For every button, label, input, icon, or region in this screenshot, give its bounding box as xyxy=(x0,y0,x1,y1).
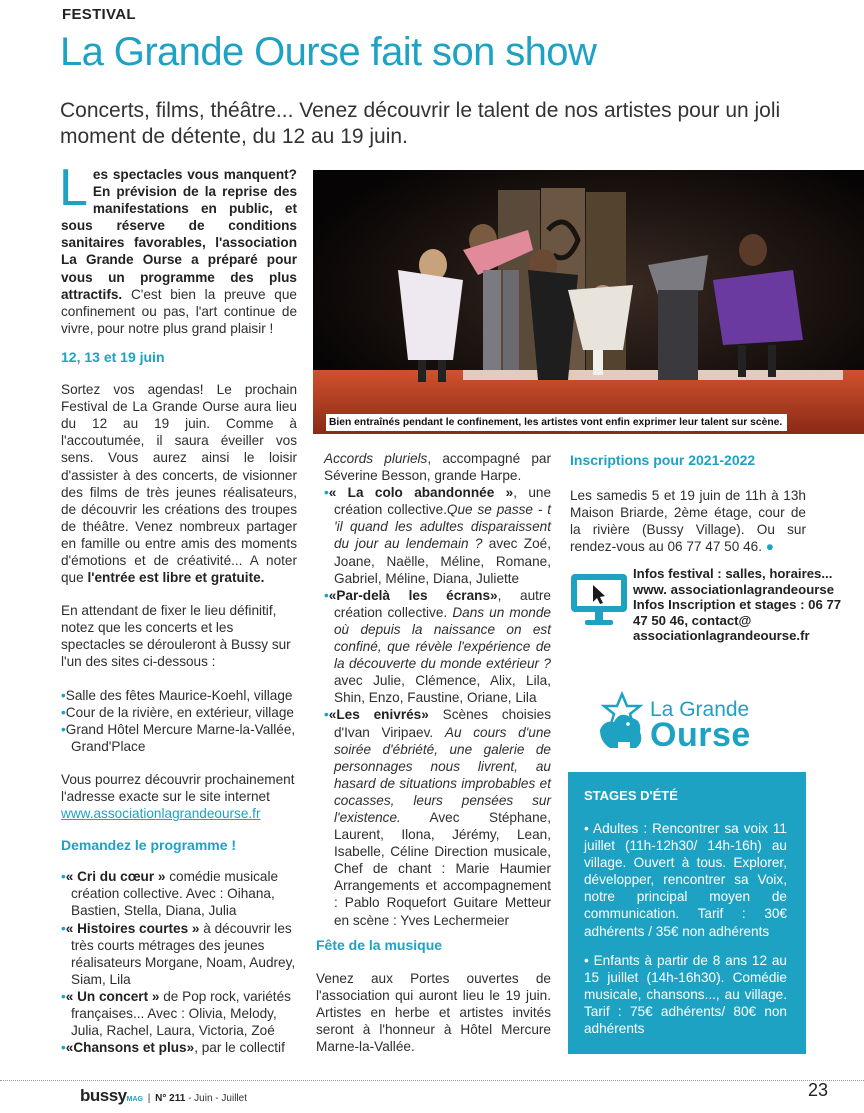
column-1 xyxy=(59,159,297,1056)
venues-paragraph: En attendant de fixer le lieu définitif, notez que les concerts et les spectacles se dérouleront à Bussy sur l'un des sites ci-dessous : xyxy=(61,603,291,670)
brand-suffix: MAG xyxy=(126,1096,143,1103)
stage-adultes: • Adultes : Rencontrer sa voix 11 juillet (11h-12h30/ 14h-16h) au village. Ouvert à tous. Explorer, développer, rencontrer sa Voix, notre principal moyen de communication. Tarif : 30€ adhérents / 35€ non adhérents xyxy=(584,821,787,939)
venues-list xyxy=(61,687,297,755)
photo-caption: Bien entraînés pendant le confinement, les artistes vont enfin exprimer leur talent sur scène. xyxy=(326,414,787,431)
list-item: •Grand Hôtel Mercure Marne-la-Vallée, Grand'Place xyxy=(61,721,296,754)
infos-block: Infos festival : salles, horaires... www. associationlagrandeourse Infos Inscription et stages : 06 77 47 50 46, contact@ associationlagrandeourse.fr xyxy=(633,566,842,643)
stages-heading: STAGES D'ÉTÉ xyxy=(584,788,678,803)
page-number: 23 xyxy=(808,1080,829,1100)
footer: bussyMAG | N° 211 - Juin - Juillet xyxy=(80,1086,247,1105)
inscriptions-paragraph: Les samedis 5 et 19 juin de 11h à 13h Maison Briarde, 2ème étage, cour de la rivière (Bussy Village). Ou sur rendez-vous au 06 77 47 50 46. ● xyxy=(570,488,806,555)
stages-box xyxy=(568,772,806,1054)
list-item: •Salle des fêtes Maurice-Koehl, village xyxy=(61,687,293,703)
article-title: La Grande Ourse fait son show xyxy=(60,30,597,74)
website-paragraph: Vous pourrez découvrir prochainement l'adresse exacte sur le site internet xyxy=(61,771,295,804)
fete-paragraph: Venez aux Portes ouvertes de l'association qui auront lieu le 19 juin. Artistes en herbe et artistes invités seront à l'honneur à Hôtel Mercure Marne-la-Vallée. xyxy=(316,971,551,1055)
column-2 xyxy=(324,450,551,929)
free-entry: l'entrée est libre et gratuite. xyxy=(87,570,265,586)
list-item: •«Les enivrés» Scènes choisies d'Ivan Viripaev. Au cours d'une soirée d'ébriété, une galerie de personnages nous livrent, au hasard de situations improbables et cocasses, leurs pensées sur l'existence. Avec Stéphane, Laurent, Ilona, Jérémy, Lean, Isabelle, Céline Direction musicale, Chef de chant : Marie Haumier Arrangements et accompagnement : Pablo Roquefort Guitare Metteur en scène : Yves Lechermeier xyxy=(324,707,551,928)
programme-heading: Demandez le programme ! xyxy=(61,837,237,854)
list-item: •« Un concert » de Pop rock, variétés françaises... Avec : Olivia, Melody, Julia, Rachel, Laura, Victoria, Zoé xyxy=(61,988,291,1039)
intro-rest: C'est bien la preuve que confinement ou pas, l'art continue de vivre, pour notre plus grand plaisir ! xyxy=(61,286,297,336)
dates-heading: 12, 13 et 19 juin xyxy=(61,348,165,365)
issue-number: N° 211 xyxy=(155,1093,186,1104)
performers-image xyxy=(313,170,864,434)
festival-paragraph: Sortez vos agendas! Le prochain Festival de La Grande Ourse aura lieu du 12 au 19 juin. Comme à l'accoutumée, il saura éveiller vos sens. Vous aurez ainsi le loisir d'assister à des concerts, de visionner des films de très jeunes réalisateurs, de découvrir les créations des troupes de théâtre. Venez nombreux partager en famille ou entre amis des moments d'émotions et de créativité... A noter que l'entrée est libre et gratuite. xyxy=(61,382,297,586)
list-item: •«Chansons et plus», par le collectif xyxy=(61,1040,285,1056)
stage-photo xyxy=(313,170,864,434)
list-item: •« Histoires courtes » à découvrir les très courts métrages des jeunes réalisateurs Morgane, Noam, Audrey, Siam, Lila xyxy=(61,920,296,987)
list-item: •« Cri du cœur » comédie musicale création collective. Avec : Oihana, Bastien, Stella, Diana, Julia xyxy=(61,869,279,919)
article-lead: Concerts, films, théâtre... Venez découvrir le talent de nos artistes pour un joli moment de détente, du 12 au 19 juin. xyxy=(60,99,781,148)
brand-logo: bussy xyxy=(80,1086,127,1105)
accords-item: Accords pluriels, accompagné par Séverine Besson, grande Harpe. xyxy=(324,451,551,484)
inscriptions-heading: Inscriptions pour 2021-2022 xyxy=(570,452,756,468)
la-grande-ourse-logo xyxy=(592,690,792,760)
programme-list-continued xyxy=(324,484,551,928)
list-item: •Cour de la rivière, en extérieur, village xyxy=(61,704,294,720)
fete-heading: Fête de la musique xyxy=(316,937,443,953)
bear-star-icon xyxy=(592,690,652,756)
logo-line-1: La Grande xyxy=(650,698,750,721)
intro-bold: es spectacles vous manquent? En prévision de la reprise des manifestations en public, et sous réserve de conditions sanitaires favorables, l'association La Grande Ourse a préparé pour vous un programme des plus attractifs. xyxy=(61,167,297,302)
list-item: •«Par-delà les écrans», autre création collective. Dans un monde où depuis la naissance on est confiné, que révèle l'expérience de la découverte du monde extérieur ? avec Julie, Clémence, Alix, Lila, Shin, Enzo, Faustine, Oriane, Lila xyxy=(324,587,551,706)
section-kicker: FESTIVAL xyxy=(62,6,136,23)
list-item: •« La colo abandonnée », une création collective.Que se passe - t 'il quand les adultes disparaissent du jour au lendemain ? avec Zoé, Joane, Naëlle, Méline, Romane, Gabriel, Méline, Diana, Juliette xyxy=(324,485,551,586)
logo-line-2: Ourse xyxy=(650,716,751,754)
website-link[interactable]: www.associationlagrandeourse.fr xyxy=(61,806,261,822)
programme-list xyxy=(61,868,297,1056)
stage-enfants: • Enfants à partir de 8 ans 12 au 15 juillet (14h-16h30). Comédie musicale, chansons..., au village. Tarif : 75€ adhérents/ 80€ non adhérents xyxy=(584,953,787,1037)
drop-cap: L xyxy=(59,159,88,217)
intro-paragraph xyxy=(59,159,297,337)
footer-divider xyxy=(0,1080,864,1081)
issue-period: - Juin - Juillet xyxy=(185,1093,247,1104)
